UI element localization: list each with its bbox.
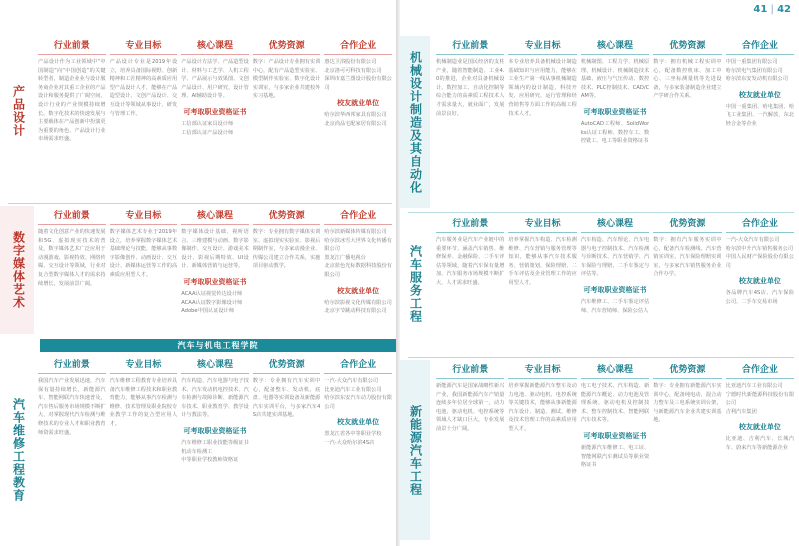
section-new-energy-vehicle	[400, 360, 799, 540]
core-column	[181, 355, 249, 541]
prospect-column	[38, 36, 106, 196]
column-heading: 行业前景	[38, 206, 106, 225]
cert-heading: 可考取职业资格证书	[583, 107, 647, 116]
core-column	[581, 36, 649, 208]
partner-column	[726, 360, 794, 540]
prospect-column	[38, 355, 106, 541]
cert-text: 汽车维修工、二手车鉴定评估师、汽车营销师、保险公估人	[580, 298, 650, 314]
advantage-column	[253, 206, 321, 334]
column-heading: 专业目标	[508, 36, 576, 55]
column-heading: 行业前景	[436, 36, 504, 55]
column-text: 数字：专业拥有汽车实训中心，配备整车、发动机、底盘、电器等实训设备及新能源汽车实训平台，与多家汽车4S店共建实训基地。	[252, 378, 321, 419]
section-auto-repair-education	[0, 355, 396, 541]
section-title: 新能源汽车工程	[408, 404, 423, 496]
column-text: 惠达卫浴股份有限公司 北京洛可可科技有限公司 深圳市嘉兰图设计股份有限公司	[324, 59, 392, 91]
employ-heading: 校友就业单位	[738, 90, 781, 99]
column-heading: 核心课程	[181, 355, 249, 374]
column-text: 数字媒体艺术专业于2019年设立，培养掌握数字媒体艺术基础理论与技能，能够从事数字影像创作、动画设计、交互设计、新媒体运营等工作的高素质应用型人才。	[109, 229, 178, 278]
employ-text: 中国一重集团、哈电集团、哈飞工业集团、一汽解放、东北轻合金等企业	[725, 103, 795, 127]
section-digital-media-art	[0, 206, 396, 334]
section-divider	[408, 357, 794, 358]
column-text: 产品设计方法学、产品造型设计、材料与工艺学、人机工程学、产品展示与效果图、文创产品设计、用户研究、设计管理、AI辅助设计等。	[181, 59, 249, 100]
section-title: 汽车维修工程教育	[11, 398, 26, 502]
column-heading: 合作企业	[324, 355, 392, 374]
column-text: 数字：拥有汽车服务实训中心，配备汽车检测线、汽车营销实训室、汽车保险理赔实训室，与多家汽车销售服务企业合作办学。	[653, 237, 722, 278]
column-heading: 专业目标	[110, 36, 178, 55]
column-heading: 行业前景	[436, 360, 504, 379]
column-text: 汽车服务业是汽车产业链中的重要环节，涵盖汽车销售、维修保养、金融保险、二手车评估等领域，随着汽车保有量增加，汽车服务市场规模不断扩大，人才需求旺盛。	[436, 237, 505, 286]
cert-heading: 可考取职业资格证书	[583, 285, 647, 294]
column-heading: 核心课程	[581, 360, 649, 379]
goal-column	[110, 355, 178, 541]
goal-column	[508, 214, 576, 354]
section-mechanical-design	[400, 36, 799, 208]
column-text: 数字：拥有机械工程实训中心，配备数控机床、加工中心、三坐标测量机等先进设备，与多家装备制造企业建立产学研合作关系。	[653, 59, 722, 100]
cert-text: AutoCAD工程师、SolidWorks认证工程师、数控车工、数控铣工、电工等职业资格证书	[580, 120, 650, 145]
column-text: 汽车维修工程教育专业培养具备汽车维修工程技术和职业教育能力，能够从事汽车检测与维修、技术管理及职业院校专业教学工作的复合型应用人才。	[109, 378, 178, 427]
column-text: 汽车构造、汽车电器与电子技术、汽车发动机电控技术、汽车检测与故障诊断、新能源汽车技术、职业教育学、教学设计与教法等。	[181, 378, 249, 419]
employ-heading: 校友就业单位	[738, 277, 781, 286]
prospect-column	[436, 36, 504, 208]
column-heading: 行业前景	[38, 36, 106, 55]
partner-column	[324, 206, 392, 334]
cert-heading: 可考取职业资格证书	[583, 431, 647, 440]
column-heading: 核心课程	[581, 214, 649, 233]
column-heading: 优势资源	[653, 214, 721, 233]
core-column	[581, 360, 649, 540]
column-text: 培养掌握汽车构造、汽车检测维修、汽车营销与服务管理等知识，能够从事汽车技术服务、营销策划、保险理赔、二手车评估及企业管理工作的应用型人才。	[508, 237, 577, 286]
column-heading: 合作企业	[726, 360, 794, 379]
cert-text: 新能源汽车维修工、电工证、智能网联汽车测试员等职业资格证书	[580, 444, 650, 469]
column-text: 数字：专业拥有新能源汽车实训中心，配备纯电动、混合动力整车及三电系统实训台架，与新能源汽车企业共建实训基地。	[653, 383, 722, 424]
prospect-column	[436, 360, 504, 540]
column-text: 本专业培养具备机械设计制造基础知识与应用能力，能够在工业生产第一线从事机械制造领域内的设计制造、科技开发、应用研究、运行管理和经营销售等方面工作的高级工程技术人才。	[508, 59, 577, 117]
partner-column	[726, 214, 794, 354]
column-text: 我国汽车产业发展迅速，汽车保有量持续增长，新能源汽车、智能网联汽车快速普及，汽车售后服务市场规模不断扩大，对掌握现代汽车检测与维修技术的专业人才和职业教育师资需求旺盛。	[38, 378, 106, 436]
section-auto-service	[400, 214, 799, 354]
column-text: 产品设计作为工业领域中“中国制造”向“中国创造”的关键转型者，制造企业业与设计服务商企业对其重工企业的产品设计和服务提供了广阔空间，设计行业的产业规模持续增长。数字化技术的快速发展与主要载体在产品创新中扮演更为重要的角色，产品设计行业市场需求旺盛。	[38, 59, 106, 143]
column-text: 汽车构造、汽车理论、汽车电器与电子控制技术、汽车检测与诊断技术、汽车营销学、汽车保险与理赔、二手车鉴定与评估等。	[580, 237, 650, 278]
column-text: 数字：专业拥有数字媒体实训室、虚拟现实实验室、影视后期制作室，与多家动漫企业、传媒公司建立合作关系，实施项目驱动教学。	[252, 229, 321, 270]
left-page-number: 41	[753, 4, 768, 15]
employ-text: 哈尔滨华西邦家具有限公司 北京尚品宅配家居有限公司	[324, 112, 387, 127]
employ-heading: 校友就业单位	[337, 286, 380, 295]
core-column	[181, 206, 249, 334]
column-text: 产品设计专业是2019年设立，培养具备国际视野、创新精神和工匠精神的高素质应用型产品设计人才，能够在产品造型设计、文创产品设计、交互设计等领域从事设计、研发与管理工作。	[109, 59, 178, 117]
employ-text: 比亚迪、吉利汽车、长城汽车、蔚来汽车等新能源企业	[725, 436, 795, 451]
employ-heading: 校友就业单位	[337, 418, 380, 427]
section-title: 机械设计制造及其自动化	[408, 50, 423, 194]
goal-column	[508, 36, 576, 208]
cert-heading: 可考取职业资格证书	[183, 277, 247, 286]
column-text: 比亚迪汽车工业有限公司 宁德时代新能源科技股份有限公司 吉利汽车集团	[725, 383, 795, 415]
goal-column	[110, 36, 178, 196]
column-heading: 优势资源	[653, 36, 721, 55]
column-heading: 行业前景	[436, 214, 504, 233]
section-product-design	[0, 36, 396, 196]
column-heading: 核心课程	[181, 206, 249, 225]
column-heading: 专业目标	[508, 360, 576, 379]
column-text: 机械制图、工程力学、机械原理、机械设计、机械制造技术基础、液压与气压传动、数控技术、PLC控制技术、CAD/CAM等。	[580, 59, 650, 100]
employ-heading: 校友就业单位	[337, 99, 380, 108]
college-banner: 汽车与机电工程学院	[40, 339, 396, 352]
column-heading: 优势资源	[253, 36, 321, 55]
column-text: 数字：产品设计专业拥有实训中心，配有产品造型实验室、模型制作实验室、数字化设计实训室，与多家企业共建校外实习基地。	[252, 59, 321, 100]
goal-column	[508, 360, 576, 540]
cert-text: 工信部认证家具设计师 工信部认证产品设计师	[181, 120, 234, 136]
column-heading: 合作企业	[324, 36, 392, 55]
advantage-column	[253, 36, 321, 196]
column-heading: 专业目标	[110, 355, 178, 374]
partner-column	[324, 355, 392, 541]
cert-heading: 可考取职业资格证书	[183, 107, 247, 116]
column-heading: 专业目标	[508, 214, 576, 233]
column-text: 随着文化创意产业的快速发展和5G、虚拟现实技术的普及，数字媒体艺术广泛应用于动漫游戏、影视特效、网络传媒、交互设计等领域，行业对复合型数字媒体人才的需求持续增长，发展前景广阔。	[38, 229, 106, 287]
column-text: 一汽-大众汽车有限公司 比亚迪汽车工业有限公司 哈尔滨东安汽车动力股份有限公司	[324, 378, 392, 410]
column-text: 数字媒体设计基础、视听语言、三维建模与动画、数字影像制作、交互设计、游戏美术设计、影视后期特效、UI设计、新媒体营销与运营等。	[181, 229, 249, 270]
right-page-number: 42	[777, 4, 791, 15]
page-numbers: 41 | 42	[753, 4, 791, 15]
column-text: 中国一重集团有限公司 哈尔滨电气集团有限公司 哈尔滨东安发动机有限公司	[725, 59, 788, 83]
column-heading: 核心课程	[181, 36, 249, 55]
cert-heading: 可考取职业资格证书	[183, 426, 247, 435]
employ-text: 黑龙江省各中等职业学校 一汽-大众哈尔滨4S店	[324, 431, 382, 446]
partner-column	[324, 36, 392, 196]
partner-column	[726, 36, 794, 208]
employ-heading: 校友就业单位	[738, 423, 781, 432]
section-divider	[408, 212, 794, 213]
column-heading: 合作企业	[726, 36, 794, 55]
column-heading: 合作企业	[726, 214, 794, 233]
cert-text: ACAA认证视觉传达设计师 ACAA认证数字影像设计师 Adobe中国认证设计师	[181, 290, 243, 315]
section-title: 数字媒体艺术	[11, 231, 26, 309]
column-heading: 行业前景	[38, 355, 106, 374]
employ-text: 各品牌汽车4S店、汽车保险公司、二手车交易市场	[725, 290, 795, 305]
right-page	[400, 0, 799, 546]
column-heading: 专业目标	[110, 206, 178, 225]
column-text: 电工电子技术、汽车构造、新能源汽车概论、动力电池及管理系统、驱动电机及控制技术、整车控制技术、智能网联汽车技术等。	[580, 383, 650, 424]
column-heading: 优势资源	[653, 360, 721, 379]
advantage-column	[653, 214, 721, 354]
column-heading: 合作企业	[324, 206, 392, 225]
section-title: 汽车服务工程	[408, 245, 423, 323]
column-text: 一汽-大众汽车有限公司 哈尔滨中升汽车销售服务公司 中国人民财产保险股份有限公司	[725, 237, 795, 269]
column-text: 哈尔滨新媒体传媒有限公司 哈尔滨冰雪大世界文化传播有限公司 黑龙江广播电视台 北京蓝色光标数据科技股份有限公司	[324, 229, 392, 278]
left-page	[0, 0, 396, 546]
section-divider	[8, 203, 392, 204]
core-column	[181, 36, 249, 196]
column-heading: 核心课程	[581, 36, 649, 55]
core-column	[581, 214, 649, 354]
advantage-column	[253, 355, 321, 541]
column-text: 培养掌握新能源汽车整车及动力电池、驱动电机、电控系统等关键技术，能够从事新能源汽车设计、制造、测试、维修及技术管理工作的高素质应用型人才。	[508, 383, 577, 432]
prospect-column	[38, 206, 106, 334]
column-text: 新能源汽车是国家战略性新兴产业，我国新能源汽车产销量连续多年位居全球第一，动力电池、驱动电机、电控系统等领域人才缺口巨大，专业发展前景十分广阔。	[436, 383, 505, 432]
column-heading: 优势资源	[253, 206, 321, 225]
column-heading: 优势资源	[253, 355, 321, 374]
goal-column	[110, 206, 178, 334]
section-title: 产品设计	[11, 85, 26, 137]
employ-text: 哈尔滨影视文化传媒有限公司 北京字节跳动科技有限公司	[324, 299, 392, 315]
column-text: 机械制造业是国民经济的支柱产业，随着智能制造、工业4.0的推进，企业对具备机械设计、数控加工、自动化控制等综合能力的高素质工程技术人才需求量大，就业面广，发展前景良好。	[436, 59, 505, 117]
prospect-column	[436, 214, 504, 354]
advantage-column	[653, 36, 721, 208]
cert-text: 汽车维修工职业技能等级证书 机动车检测工 中等职业学校教师资格证	[181, 439, 249, 464]
advantage-column	[653, 360, 721, 540]
